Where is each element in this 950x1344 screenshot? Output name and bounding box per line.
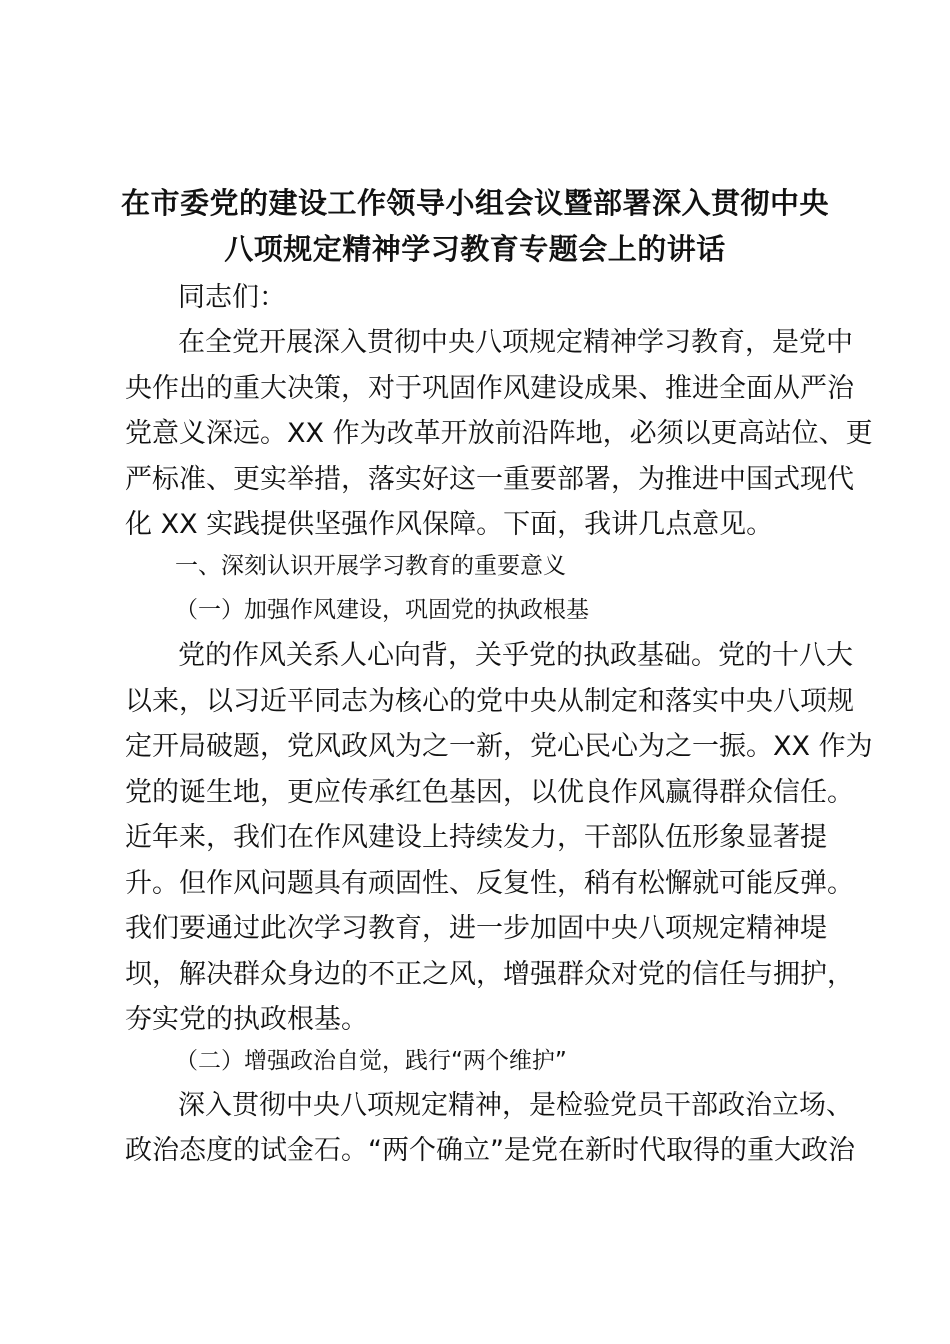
section-heading-1: 一、深刻认识开展学习教育的重要意义 — [175, 553, 566, 579]
paragraph-3-line: 政治态度的试金石。“两个确立”是党在新时代取得的重大政治 — [125, 1135, 855, 1166]
paragraph-2-line: 我们要通过此次学习教育，进一步加固中央八项规定精神堤 — [125, 913, 827, 944]
subsection-heading-2: （二）增强政治自觉，践行“两个维护” — [175, 1048, 567, 1074]
paragraph-3-line: 深入贯彻中央八项规定精神，是检验党员干部政治立场、 — [178, 1090, 853, 1121]
paragraph-1-line: 化 XX 实践提供坚强作风保障。下面，我讲几点意见。 — [125, 509, 774, 540]
document-title-line-2: 八项规定精神学习教育专题会上的讲话 — [224, 232, 726, 266]
paragraph-1-line: 党意义深远。XX 作为改革开放前沿阵地，必须以更高站位、更 — [125, 418, 873, 449]
paragraph-2-line: 坝，解决群众身边的不正之风，增强群众对党的信任与拥护， — [125, 959, 854, 990]
document-title-line-1: 在市委党的建设工作领导小组会议暨部署深入贯彻中央 — [120, 186, 829, 220]
subsection-heading-1: （一）加强作风建设，巩固党的执政根基 — [175, 597, 589, 623]
paragraph-2-line: 以来，以习近平同志为核心的党中央从制定和落实中央八项规 — [125, 686, 854, 717]
paragraph-1-line: 在全党开展深入贯彻中央八项规定精神学习教育，是党中 — [178, 327, 853, 358]
paragraph-2-line: 升。但作风问题具有顽固性、反复性，稍有松懈就可能反弹。 — [125, 868, 854, 899]
paragraph-2-line: 定开局破题，党风政风为之一新，党心民心为之一振。XX 作为 — [125, 731, 873, 762]
paragraph-2-line: 夯实党的执政根基。 — [125, 1004, 368, 1035]
paragraph-2-line: 党的诞生地，更应传承红色基因，以优良作风赢得群众信任。 — [125, 777, 854, 808]
paragraph-1-line: 央作出的重大决策，对于巩固作风建设成果、推进全面从严治 — [125, 373, 854, 404]
paragraph-1-line: 严标准、更实举措，落实好这一重要部署，为推进中国式现代 — [125, 464, 854, 495]
paragraph-2-line: 近年来，我们在作风建设上持续发力，干部队伍形象显著提 — [125, 822, 827, 853]
salutation: 同志们： — [178, 282, 286, 313]
paragraph-2-line: 党的作风关系人心向背，关乎党的执政基础。党的十八大 — [178, 640, 853, 671]
